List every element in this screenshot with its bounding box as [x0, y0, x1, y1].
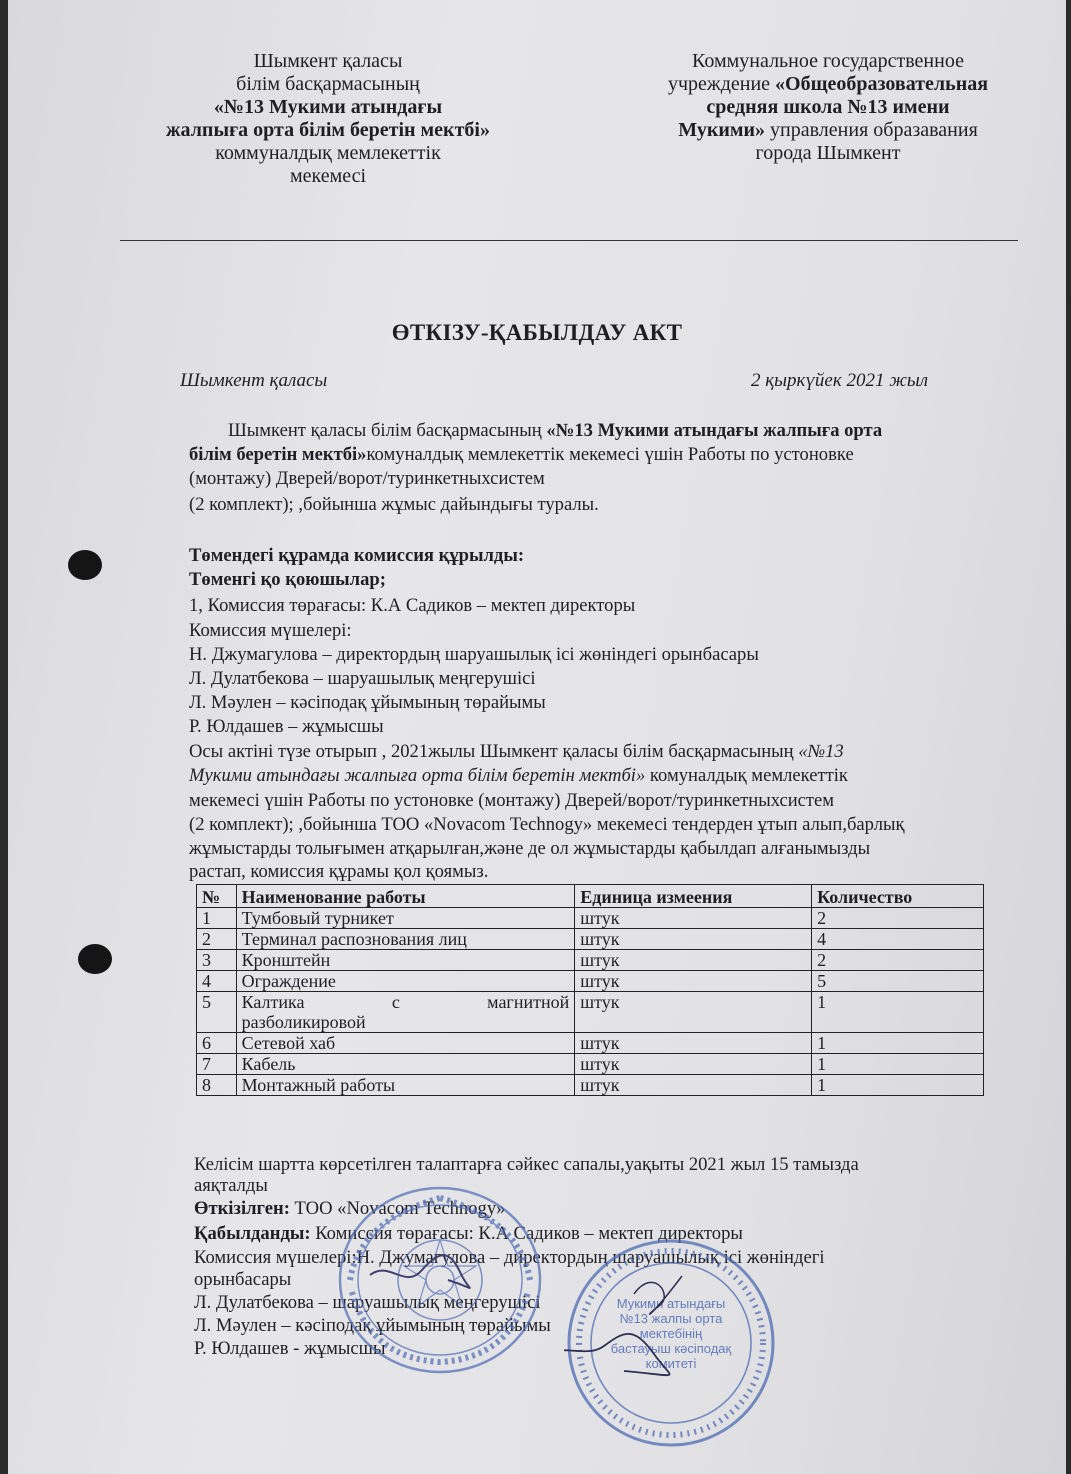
row-name: Терминал распознования лиц [236, 929, 575, 950]
column-header-unit: Единица измеения [575, 885, 812, 908]
header-kazakh-line: коммуналдық мемлекеттік [215, 142, 441, 164]
footer-line: Комиссия мүшелері:Н. Джумагулова – директордың шаруашылық ісі жөніндегі [194, 1247, 825, 1268]
body-line [189, 741, 844, 763]
row-name [236, 992, 575, 1033]
commission-heading: Төменгі қо қоюшылар; [189, 569, 386, 590]
row-quantity: 5 [812, 971, 984, 992]
seal-text-line: №13 жалпы орта [619, 1311, 723, 1326]
body-school-name: «№13 [798, 741, 844, 762]
intro-school-name: «№13 Мукими атындағы жалпыға орта [546, 420, 883, 441]
body-school-name: Мукими атындағы жалпыға орта білім беретін мектбі» [189, 765, 646, 786]
footer-line: орынбасары [194, 1269, 292, 1290]
row-number: 3 [197, 950, 237, 971]
row-number: 1 [197, 908, 237, 929]
document-date: 2 қыркүйек 2021 жыл [751, 370, 929, 391]
row-unit: штук [575, 908, 812, 929]
commission-members-label: Комиссия мүшелері: [189, 620, 352, 641]
table-row [197, 1033, 984, 1054]
document-place: Шымкент қаласы [180, 370, 328, 391]
official-seal-icon [330, 1180, 550, 1380]
intro-line [228, 420, 882, 442]
commission-member: Л. Мәулен – кәсіподақ ұйымының төрайымы [189, 692, 546, 713]
column-header-name: Наименование работы [236, 885, 575, 908]
document-sheet [8, 0, 1066, 1474]
row-quantity: 1 [812, 1033, 984, 1054]
commission-member: Л. Дулатбекова – шаруашылық меңгерушісі [189, 668, 536, 689]
row-number: 6 [197, 1033, 237, 1054]
row-name: Сетевой хаб [236, 1033, 575, 1054]
header-kazakh-line: Шымкент қаласы [253, 50, 403, 72]
row-quantity: 4 [812, 929, 984, 950]
commission-member: Р. Юлдашев – жұмысшы [189, 716, 384, 737]
header-russian-line: Коммунальное государственное [692, 50, 964, 72]
seal-text-line: комитеті [645, 1356, 697, 1371]
body-text: Осы актіні түзе отырып , 2021жылы Шымкент қаласы білім басқармасының [189, 741, 799, 762]
intro-text: Шымкент қаласы білім басқармасының [228, 420, 547, 441]
footer-line: Р. Юлдашев - жұмысшы [194, 1338, 386, 1359]
row-name: Монтажный работы [236, 1075, 575, 1096]
table-row [197, 908, 984, 929]
footer-line: аяқталды [194, 1175, 268, 1196]
binder-hole [78, 944, 112, 974]
seal-text-line: Мукими атындағы [616, 1296, 726, 1311]
body-line: растап, комиссия құрамы қол қоямыз. [189, 861, 489, 882]
intro-line: (монтажу) Дверей/ворот/туринкетныхсистем [189, 468, 545, 489]
body-line [189, 765, 848, 787]
column-header-quantity: Количество [812, 885, 984, 908]
row-number: 7 [197, 1054, 237, 1075]
intro-line [189, 444, 854, 466]
row-unit: штук [575, 929, 812, 950]
header-kazakh-line: мекемесі [289, 165, 367, 187]
header-kazakh-line: жалпыға орта білім беретін мектбі» [166, 119, 490, 141]
row-name-line: Калтика с магнитной [241, 992, 570, 1012]
body-line: мекемесі үшін Работы по устоновке (монтажу) Дверей/ворот/туринкетныхсистем [189, 790, 835, 811]
row-name: Кронштейн [236, 950, 575, 971]
seal-text-line: мектебінің [639, 1326, 703, 1341]
passed-label: Өткізілген: [194, 1198, 290, 1219]
row-number: 4 [197, 971, 237, 992]
commission-chair: 1, Комиссия төрағасы: К.А Садиков – мектеп директоры [189, 595, 636, 616]
table-row [197, 950, 984, 971]
accepted-label: Қабылданды: [194, 1223, 311, 1244]
row-number: 5 [197, 992, 237, 1033]
footer-line: Л. Дулатбекова – шаруашылық меңгерушісі [194, 1292, 541, 1313]
table-row [197, 1054, 984, 1075]
header-kazakh [138, 50, 518, 188]
header-text: управления образавания [765, 119, 978, 141]
row-name-line: разболикировой [241, 1012, 366, 1032]
row-quantity: 1 [812, 1054, 984, 1075]
header-russian-line [633, 119, 1023, 142]
row-unit: штук [575, 1075, 812, 1096]
intro-school-name: білім беретін мектбі» [189, 444, 367, 465]
commission-member: Н. Джумагулова – директордың шаруашылық ісі жөніндегі орынбасары [189, 644, 759, 665]
accepted-value: Комиссия төрағасы: К.А Садиков – мектеп директоры [310, 1223, 743, 1244]
works-table [196, 884, 984, 1096]
header-text: учреждение [667, 73, 776, 95]
header-kazakh-line: білім басқармасының [236, 73, 420, 95]
body-line: жұмыстарды толығымен атқарылған,және де ол жұмыстарды қабылдап алғанымызды [189, 838, 871, 859]
body-line: (2 комплект); ,бойынша ТОО «Novacom Technogy» мекемесі тендерден ұтып алып,барлық [189, 814, 905, 835]
signature-icon [564, 1236, 778, 1450]
header-divider [120, 240, 1018, 241]
header-school-name: Мукими» [678, 119, 766, 141]
header-russian-line: средняя школа №13 имени [706, 96, 950, 118]
row-name: Ограждение [236, 971, 575, 992]
header-russian-line [633, 73, 1023, 96]
header-russian-line: города Шымкент [755, 142, 901, 164]
table-header-row [197, 885, 984, 908]
intro-line: (2 комплект); ,бойынша жұмыс дайындығы туралы. [189, 494, 599, 515]
document-title: ӨТКІЗУ-ҚАБЫЛДАУ АКТ [391, 320, 683, 345]
body-text: комуналдық мемлекеттік [645, 765, 848, 786]
row-unit: штук [575, 1033, 812, 1054]
row-quantity: 1 [812, 1075, 984, 1096]
row-number: 2 [197, 929, 237, 950]
row-unit: штук [575, 971, 812, 992]
row-quantity: 1 [812, 992, 984, 1033]
row-unit: штук [575, 950, 812, 971]
column-header-number: № [197, 885, 237, 908]
binder-hole [68, 550, 102, 580]
row-quantity: 2 [812, 950, 984, 971]
header-school-name: «Общеобразовательная [775, 73, 989, 95]
row-name: Кабель [236, 1054, 575, 1075]
header-russian [633, 50, 1023, 165]
intro-text: комуналдық мемлекеттік мекемесі үшін Работы по устоновке [366, 444, 854, 465]
seal-text-line: бастауыш кәсіподақ [610, 1341, 732, 1356]
row-number: 8 [197, 1075, 237, 1096]
header-kazakh-line: «№13 Мукими атындағы [213, 96, 443, 118]
footer-line: Келісім шартта көрсетілген талаптарға сәйкес сапалы,уақыты 2021 жыл 15 тамызда [194, 1154, 859, 1175]
table-row [197, 929, 984, 950]
row-unit: штук [575, 992, 812, 1033]
row-name: Тумбовый турникет [236, 908, 575, 929]
commission-heading: Төмендегі құрамда комиссия құрылды: [189, 545, 525, 566]
row-quantity: 2 [812, 908, 984, 929]
passed-value: ТОО «Novacom Technogy» [289, 1198, 506, 1219]
table-row [197, 1075, 984, 1096]
table-row [197, 992, 984, 1033]
table-row [197, 971, 984, 992]
footer-line: Л. Мәулен – кәсіподақ ұйымының төрайымы [194, 1315, 551, 1336]
row-unit: штук [575, 1054, 812, 1075]
trade-union-seal [564, 1236, 778, 1450]
